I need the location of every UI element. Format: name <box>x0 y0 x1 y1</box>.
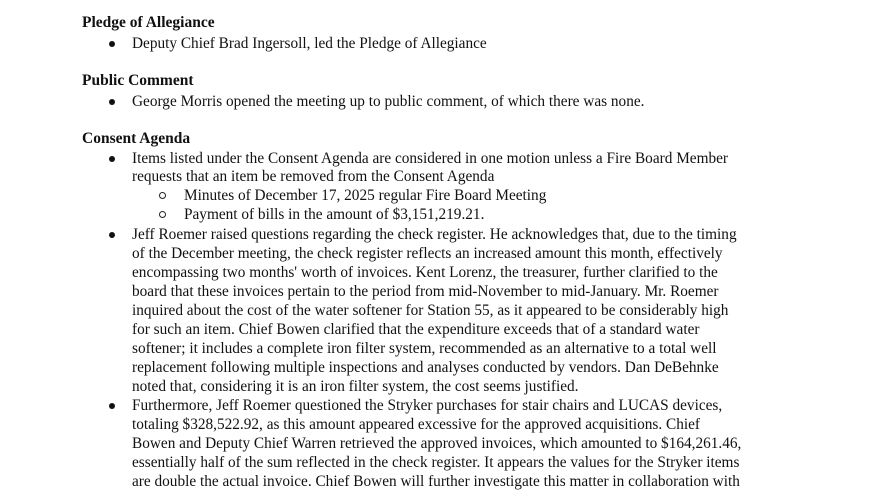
consent-item-2-line: of the December meeting, the check register reflects an increased amount this month, effectively <box>132 245 723 262</box>
section-heading-consent-agenda: Consent Agenda <box>82 130 191 147</box>
pledge-item: Deputy Chief Brad Ingersoll, led the Pledge of Allegiance <box>132 35 487 52</box>
section-heading-public-comment: Public Comment <box>82 72 194 89</box>
consent-item-2-line: Jeff Roemer raised questions regarding the check register. He acknowledges that, due to the timing <box>132 226 737 243</box>
consent-item-3-line: totaling $328,522.92, as this amount appeared excessive for the approved acquisitions. Chief <box>132 416 700 433</box>
consent-item-2-line: encompassing two months' worth of invoices. Kent Lorenz, the treasurer, further clarified to the <box>132 264 718 281</box>
consent-item-3-line: Furthermore, Jeff Roemer questioned the Stryker purchases for stair chairs and LUCAS devices, <box>132 397 723 414</box>
consent-item-3-line: Bowen and Deputy Chief Warren retrieved the approved invoices, which amounted to $164,261.46, <box>132 435 742 452</box>
consent-subitem-minutes: Minutes of December 17, 2025 regular Fire Board Meeting <box>184 187 547 204</box>
consent-item-2-line: replacement following multiple inspections and analyses conducted by vendors. Dan DeBehnke <box>132 359 719 376</box>
consent-item-1-line: Items listed under the Consent Agenda are considered in one motion unless a Fire Board Member <box>132 150 729 167</box>
section-heading-pledge: Pledge of Allegiance <box>82 14 215 31</box>
bullet-icon <box>109 232 115 238</box>
consent-item-3-line: essentially half of the sum reflected in the check register. It appears the values for the Stryker items <box>132 454 740 471</box>
consent-item-2-line: board that these invoices pertain to the period from mid-November to mid-January. Mr. Roemer <box>132 283 719 300</box>
bullet-icon <box>109 99 115 105</box>
consent-item-2-line: noted that, considering it is an iron filter system, the cost seems justified. <box>132 378 579 395</box>
consent-item-2-line: for such an item. Chief Bowen clarified that the expenditure exceeds that of a standard water <box>132 321 700 338</box>
bullet-icon <box>109 41 115 47</box>
consent-item-3-line: are double the actual invoice. Chief Bowen will further investigate this matter in collaboration with <box>132 473 740 490</box>
consent-item-2-line: softener; it includes a complete iron filter system, recommended as an alternative to a total well <box>132 340 717 357</box>
bullet-icon <box>109 403 115 409</box>
circle-bullet-icon <box>159 192 166 199</box>
public-comment-item: George Morris opened the meeting up to public comment, of which there was none. <box>132 93 645 110</box>
consent-item-1-line: requests that an item be removed from the Consent Agenda <box>132 168 495 185</box>
consent-subitem-bills: Payment of bills in the amount of $3,151,219.21. <box>184 206 485 223</box>
circle-bullet-icon <box>159 211 166 218</box>
consent-item-2-line: inquired about the cost of the water softener for Station 55, as it appeared to be considerably high <box>132 302 729 319</box>
bullet-icon <box>109 156 115 162</box>
